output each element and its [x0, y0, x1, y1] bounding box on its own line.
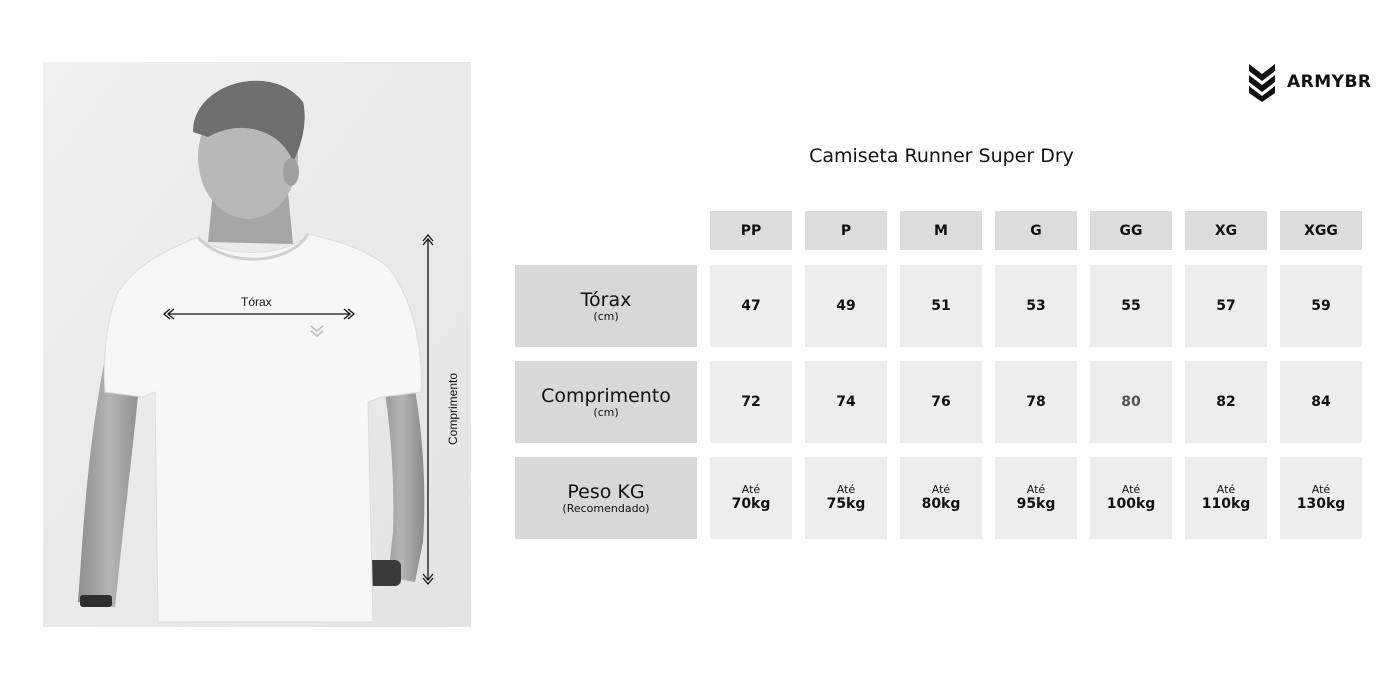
cell-prefix: Até: [1216, 483, 1236, 496]
table-cell: [1090, 457, 1172, 539]
cell-prefix: Até: [1121, 483, 1141, 496]
model-photo: [43, 62, 471, 627]
cell-value: 59: [1311, 298, 1331, 314]
brand-name: ARMYBR: [1287, 72, 1372, 92]
table-cell: [1185, 457, 1267, 539]
table-cell: [710, 265, 792, 347]
table-cell: [900, 265, 982, 347]
row-label-unit: (Recomendado): [562, 501, 650, 515]
table-cell: [1280, 457, 1362, 539]
table-cell: [1185, 361, 1267, 443]
cell-value: 74: [836, 394, 856, 410]
torax-measure-label: Tórax: [241, 295, 272, 309]
size-header-gg: GG: [1090, 211, 1172, 250]
cell-value: 76: [931, 394, 951, 410]
row-label-comprimento: [515, 361, 697, 443]
model-illustration: [43, 62, 471, 627]
table-cell: [1090, 361, 1172, 443]
cell-value: 49: [836, 298, 856, 314]
chevron-logo-icon: [1247, 62, 1277, 102]
row-label-main: Peso KG: [567, 480, 645, 503]
cell-value: 70kg: [731, 496, 771, 512]
cell-value: 51: [931, 298, 951, 314]
size-header-g: G: [995, 211, 1077, 250]
cell-value: 57: [1216, 298, 1236, 314]
cell-value: 75kg: [826, 496, 866, 512]
table-cell: [805, 361, 887, 443]
cell-prefix: Até: [1311, 483, 1331, 496]
row-label-main: Tórax: [580, 288, 632, 311]
cell-value: 78: [1026, 394, 1046, 410]
cell-value: 110kg: [1201, 496, 1251, 512]
cell-prefix: Até: [741, 483, 761, 496]
cell-prefix: Até: [931, 483, 951, 496]
cell-value: 55: [1121, 298, 1141, 314]
table-cell: [805, 265, 887, 347]
cell-value: 53: [1026, 298, 1046, 314]
table-cell: [1280, 361, 1362, 443]
cell-value: 84: [1311, 394, 1331, 410]
row-label-peso: [515, 457, 697, 539]
table-cell: [900, 457, 982, 539]
cell-prefix: Até: [1026, 483, 1046, 496]
table-cell: [900, 361, 982, 443]
table-cell: [995, 361, 1077, 443]
cell-value: 47: [741, 298, 761, 314]
table-cell: [1280, 265, 1362, 347]
cell-value: 80kg: [921, 496, 961, 512]
size-header-pp: PP: [710, 211, 792, 250]
table-cell: [1090, 265, 1172, 347]
size-header-xg: XG: [1185, 211, 1267, 250]
cell-value: 80: [1121, 394, 1141, 410]
row-label-main: Comprimento: [541, 384, 671, 407]
table-cell: [1185, 265, 1267, 347]
wristband-shape: [80, 595, 112, 607]
table-cell: [710, 361, 792, 443]
table-cell: [710, 457, 792, 539]
table-cell: [995, 457, 1077, 539]
comprimento-measure-label: Comprimento: [446, 372, 460, 446]
row-label-unit: (cm): [593, 405, 619, 419]
cell-prefix: Até: [836, 483, 856, 496]
size-header-p: P: [805, 211, 887, 250]
size-header-xgg: XGG: [1280, 211, 1362, 250]
cell-value: 72: [741, 394, 761, 410]
table-cell: [805, 457, 887, 539]
cell-value: 82: [1216, 394, 1236, 410]
cell-value: 95kg: [1016, 496, 1056, 512]
cell-value: 130kg: [1296, 496, 1346, 512]
table-cell: [995, 265, 1077, 347]
row-label-torax: [515, 265, 697, 347]
row-label-unit: (cm): [593, 309, 619, 323]
size-header-m: M: [900, 211, 982, 250]
brand-logo: [1247, 62, 1372, 102]
cell-value: 100kg: [1106, 496, 1156, 512]
page-title: Camiseta Runner Super Dry: [809, 145, 1074, 167]
